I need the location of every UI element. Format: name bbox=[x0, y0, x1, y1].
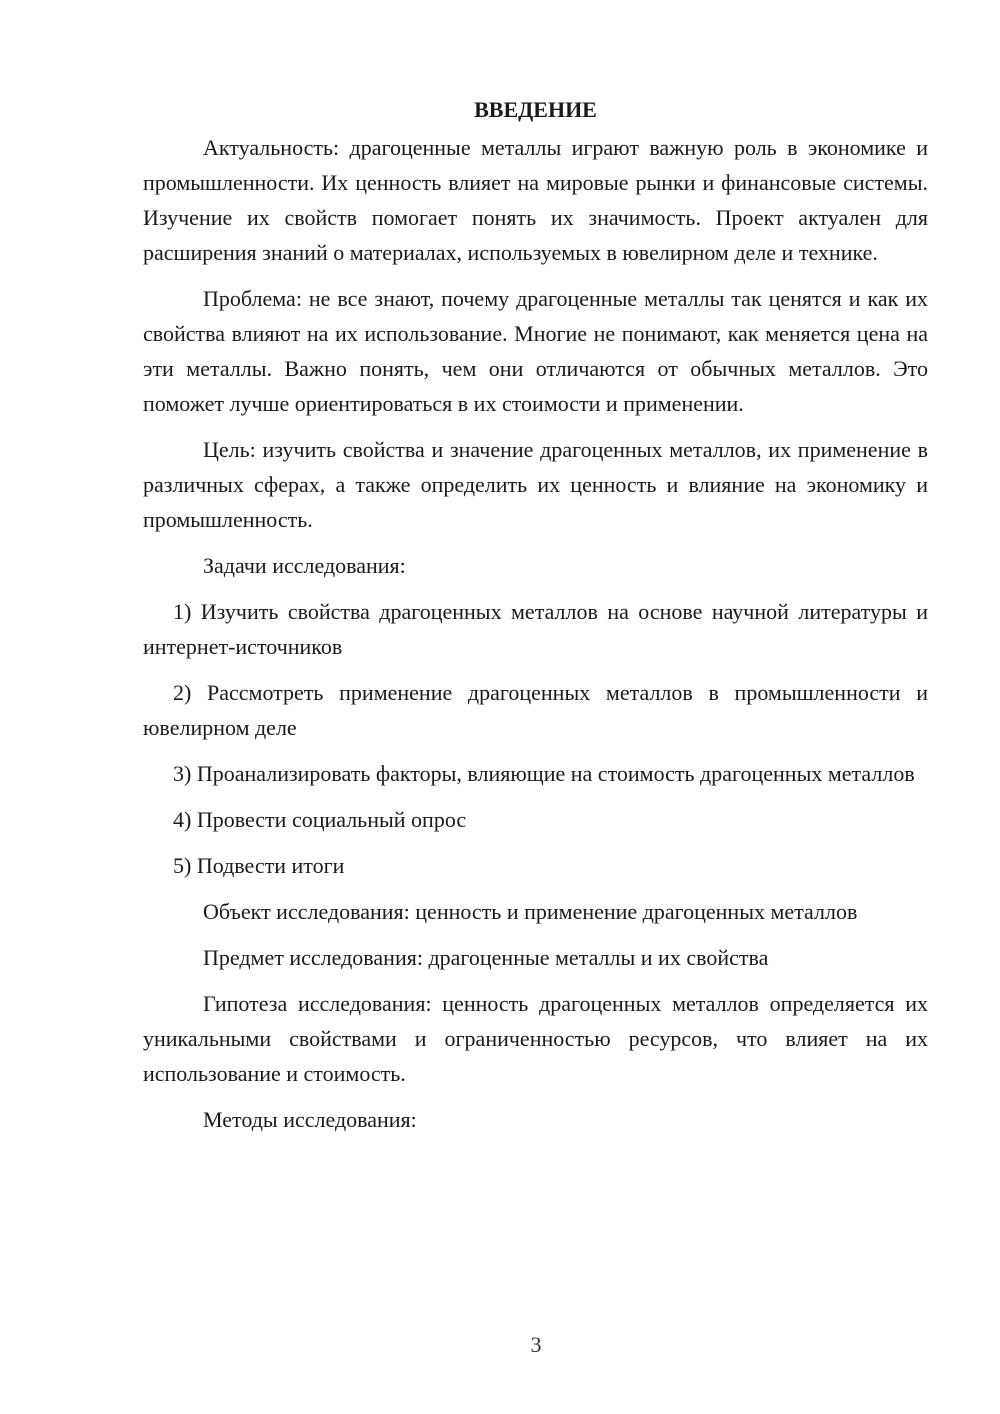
task-item-5: 5) Подвести итоги bbox=[173, 853, 345, 878]
paragraph-hypothesis: Гипотеза исследования: ценность драгоценных металлов определяется их уникальными свойствами и ограниченностью ресурсов, что влияет на их использование и стоимость. bbox=[143, 991, 928, 1086]
page-number: 3 bbox=[530, 1332, 542, 1357]
paragraph-goal: Цель: изучить свойства и значение драгоценных металлов, их применение в различных сферах, а также определить их ценность и влияние на экономику и промышленность. bbox=[143, 437, 928, 532]
page-title: ВВЕДЕНИЕ bbox=[474, 97, 597, 122]
task-item-4: 4) Провести социальный опрос bbox=[173, 807, 467, 832]
paragraph-relevance: Актуальность: драгоценные металлы играют важную роль в экономике и промышленности. Их ценность влияет на мировые рынки и финансовые системы. Изучение их свойств помогает понять их значимость. Проект актуален для расширения знаний о материалах, используемых в ювелирном деле и технике. bbox=[143, 135, 928, 265]
task-item-3: 3) Проанализировать факторы, влияющие на стоимость драгоценных металлов bbox=[173, 761, 915, 786]
paragraph-object: Объект исследования: ценность и применение драгоценных металлов bbox=[203, 899, 858, 924]
paragraph-methods: Методы исследования: bbox=[203, 1107, 417, 1132]
paragraph-tasks-heading: Задачи исследования: bbox=[203, 553, 406, 578]
task-item-1: 1) Изучить свойства драгоценных металлов на основе научной литературы и интернет-источников bbox=[143, 599, 928, 659]
paragraph-problem: Проблема: не все знают, почему драгоценные металлы так ценятся и как их свойства влияют на их использование. Многие не понимают, как меняется цена на эти металлы. Важно понять, чем они отличаются от обычных металлов. Это поможет лучше ориентироваться в их стоимости и применении. bbox=[143, 286, 928, 416]
task-item-2: 2) Рассмотреть применение драгоценных металлов в промышленности и ювелирном деле bbox=[143, 680, 928, 740]
document-body bbox=[143, 92, 928, 1148]
paragraph-subject: Предмет исследования: драгоценные металлы и их свойства bbox=[203, 945, 769, 970]
